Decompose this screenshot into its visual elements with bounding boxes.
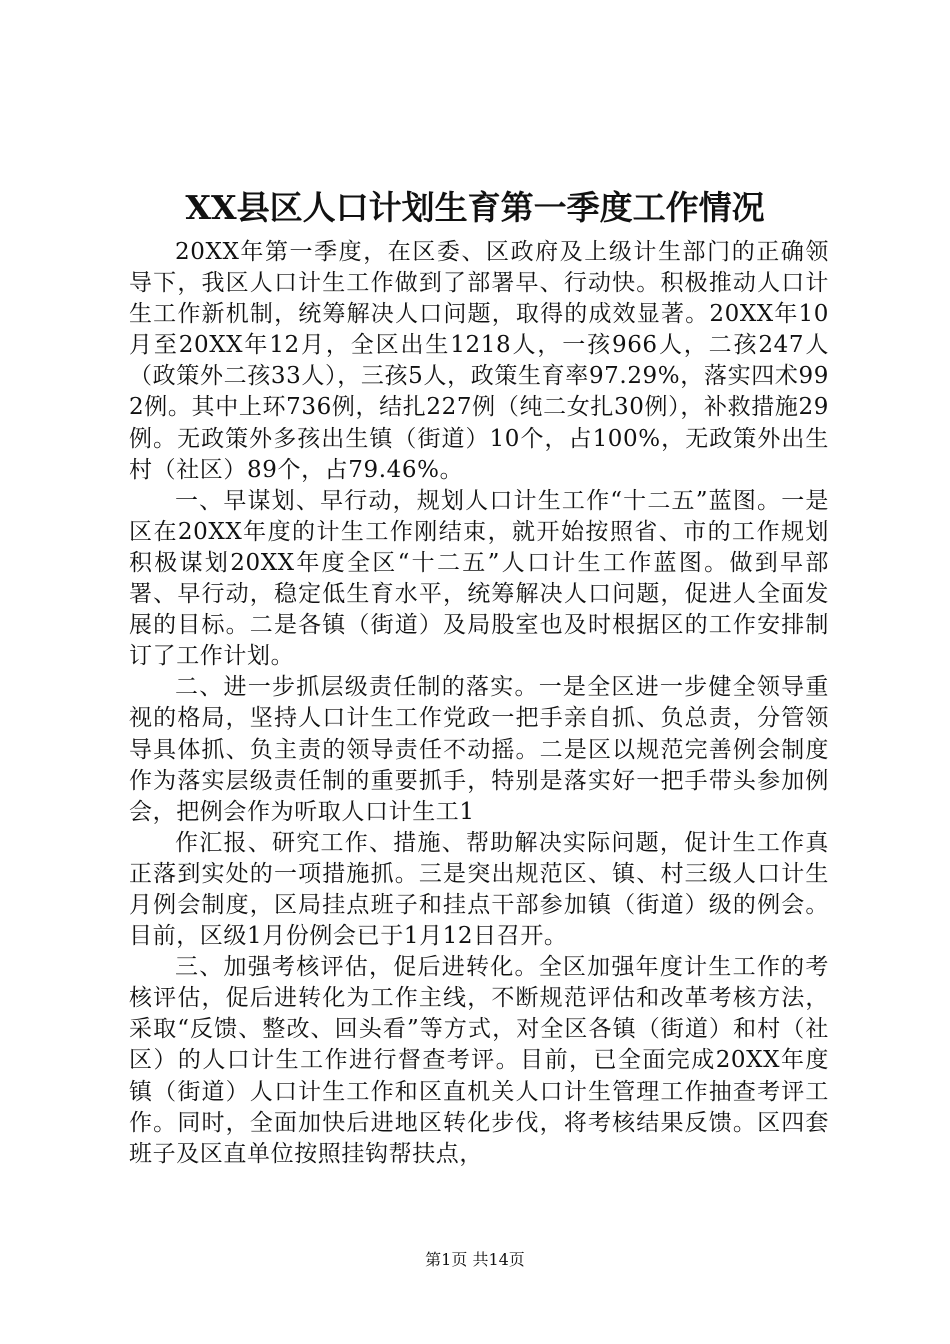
paragraph-summary: 20XX年第一季度，在区委、区政府及上级计生部门的正确领导下，我区人口计生工作做到了部署早、行动快。积极推动人口计生工作新机制，统筹解决人口问题，取得的成效显著。20XX年10月至20XX年12月，全区出生1218人，一孩966人，二孩247人（政策外二孩33人），三孩5人，政策生育率97.29%，落实四术992例。其中上环736例，结扎227例（纯二女扎30例），补救措施29例。无政策外多孩出生镇（街道）10个，占100%，无政策外出生村（社区）89个，占79.46%。 bbox=[129, 239, 829, 483]
paragraph-section-2-cont: 作汇报、研究工作、措施、帮助解决实际问题，促计生工作真正落到实处的一项措施抓。三是突出规范区、镇、村三级人口计生月例会制度，区局挂点班子和挂点干部参加镇（街道）级的例会。目前，区级1月份例会已于1月12日召开。 bbox=[129, 829, 829, 950]
document-body bbox=[129, 237, 829, 1170]
page-footer: 第1页 共14页 bbox=[425, 1250, 525, 1269]
paragraph-section-3: 三、加强考核评估，促后进转化。全区加强年度计生工作的考核评估，促后进转化为工作主线，不断规范评估和改革考核方法，采取“反馈、整改、回头看”等方式，对全区各镇（街道）和村（社区）的人口计生工作进行督查考评。目前，已全面完成20XX年度镇（街道）人口计生工作和区直机关人口计生管理工作抽查考评工作。同时，全面加快后进地区转化步伐，将考核结果反馈。区四套班子及区直单位按照挂钩帮扶点， bbox=[129, 954, 829, 1167]
paragraph-section-2: 二、进一步抓层级责任制的落实。一是全区进一步健全领导重视的格局，坚持人口计生工作党政一把手亲自抓、负总责，分管领导具体抓、负主责的领导责任不动摇。二是区以规范完善例会制度作为落实层级责任制的重要抓手，特别是落实好一把手带头参加例会，把例会作为听取人口计生工1 bbox=[129, 674, 829, 825]
paragraph-section-1: 一、早谋划、早行动，规划人口计生工作“十二五”蓝图。一是区在20XX年度的计生工作刚结束，就开始按照省、市的工作规划积极谋划20XX年度全区“十二五”人口计生工作蓝图。做到早部署、早行动，稳定低生育水平，统筹解决人口问题，促进人全面发展的目标。二是各镇（街道）及局股室也及时根据区的工作安排制订了工作计划。 bbox=[129, 487, 829, 670]
document-title: XX县区人口计划生育第一季度工作情况 bbox=[185, 188, 765, 227]
